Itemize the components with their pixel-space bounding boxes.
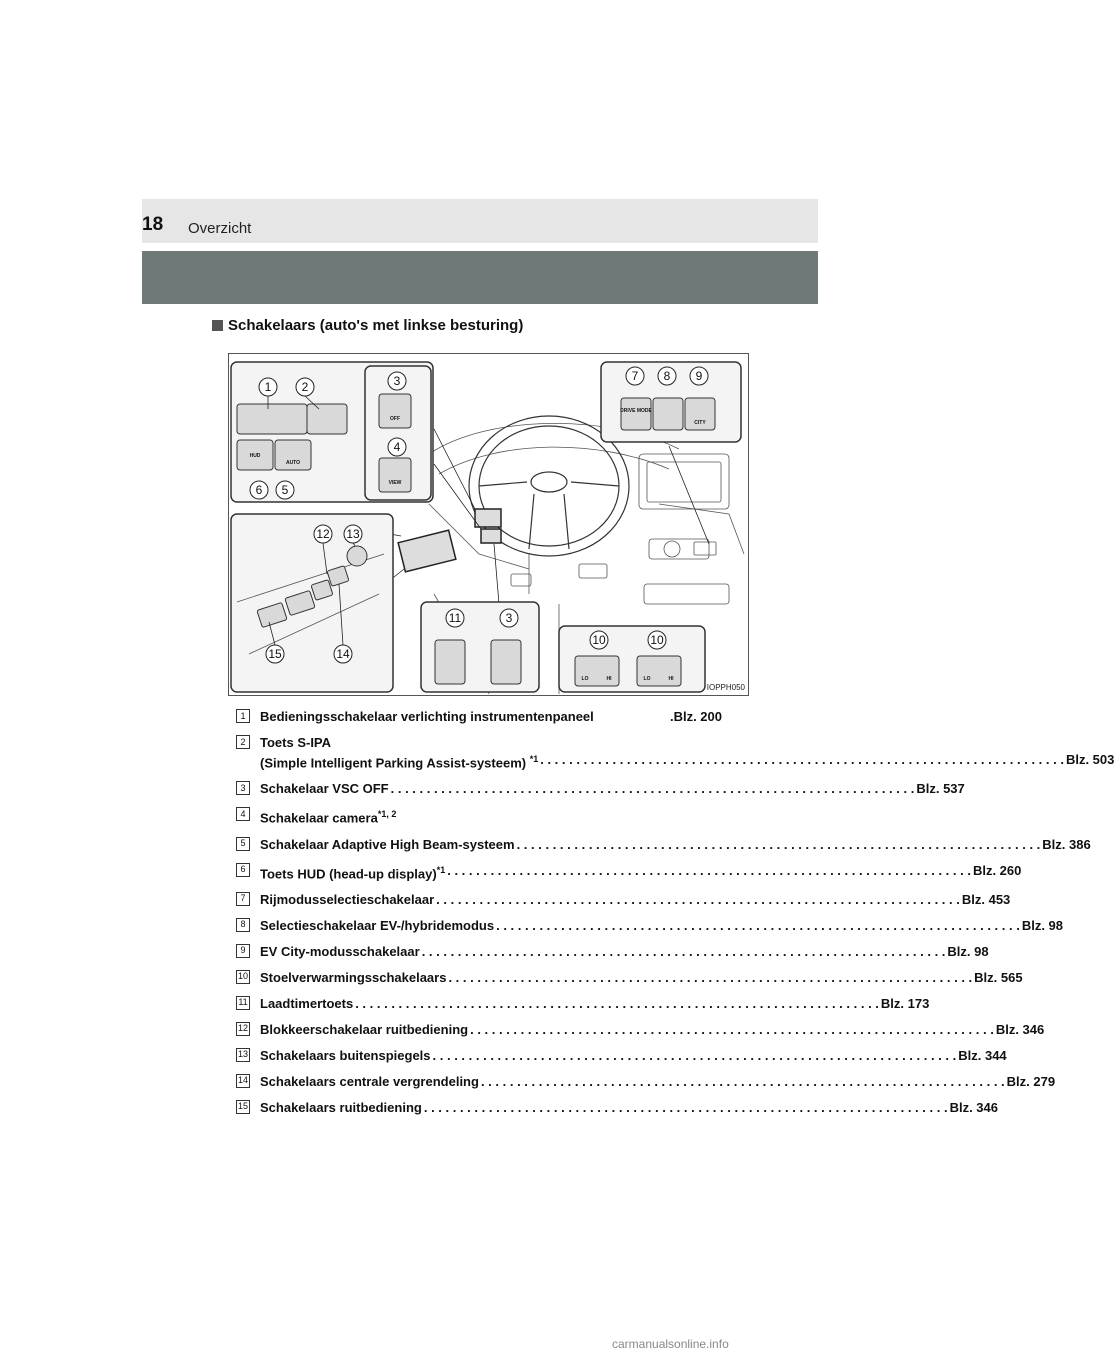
section-title: Overzicht	[188, 220, 252, 237]
item-page: Blz. 344	[958, 1047, 1007, 1063]
svg-text:5: 5	[281, 483, 289, 497]
svg-text:11: 11	[448, 611, 462, 625]
svg-text:3: 3	[505, 611, 513, 625]
item-number: 6	[236, 863, 250, 877]
item-label: EV City-modusschakelaar	[260, 943, 420, 959]
item-label: Blokkeerschakelaar ruitbediening	[260, 1021, 469, 1037]
svg-text:10: 10	[650, 633, 664, 647]
svg-text:VIEW: VIEW	[388, 480, 402, 486]
subsection-heading	[212, 317, 523, 334]
svg-text:HI: HI	[606, 676, 612, 682]
item-number: 5	[236, 837, 250, 851]
item-number: 4	[236, 807, 250, 821]
item-label: Schakelaar Adaptive High Beam-systeem	[260, 836, 515, 852]
list-item	[236, 806, 722, 826]
list-item	[236, 969, 1023, 986]
list-item	[236, 780, 965, 797]
item-number: 15	[236, 1100, 250, 1114]
item-footnote: *1	[529, 754, 539, 764]
panel-seat-heaters	[559, 626, 705, 692]
item-page: Blz. 386	[1042, 836, 1091, 852]
item-number: 9	[236, 944, 250, 958]
list-item	[236, 1073, 1056, 1090]
item-number: 3	[236, 781, 250, 795]
item-label: Schakelaars ruitbediening	[260, 1099, 422, 1115]
figure-id: IOPPH050	[706, 683, 745, 692]
item-number: 2	[236, 735, 250, 749]
list-item	[236, 708, 722, 725]
item-page: Blz. 173	[880, 995, 930, 1011]
column-switch-highlight	[434, 429, 709, 604]
panel-door-switches	[231, 514, 393, 692]
item-page: Blz. 453	[961, 891, 1011, 907]
switches-illustration	[228, 353, 749, 696]
list-item	[236, 734, 1114, 771]
item-label: Rijmodusselectieschakelaar	[260, 891, 435, 907]
svg-text:15: 15	[268, 647, 282, 661]
svg-text:LO: LO	[581, 676, 589, 682]
subsection-title: Schakelaars (auto's met linkse besturing)	[228, 317, 524, 334]
list-item	[236, 995, 930, 1012]
item-page: .Blz. 200	[669, 709, 722, 724]
item-number: 7	[236, 892, 250, 906]
footer-watermark[interactable]: carmanualsonline.info	[612, 1337, 729, 1351]
dashboard-drawing	[229, 354, 748, 695]
square-bullet-icon	[212, 320, 223, 331]
item-label: Schakelaars centrale vergrendeling	[260, 1073, 479, 1089]
svg-text:AUTO: AUTO	[285, 460, 301, 466]
item-page: Blz. 260	[972, 862, 1022, 878]
item-number: 11	[236, 996, 250, 1010]
item-label-line1: Toets S-IPA	[260, 735, 332, 750]
list-item	[236, 891, 1011, 908]
item-page: Blz. 503	[1065, 752, 1114, 767]
item-label: Schakelaars buitenspiegels	[260, 1047, 431, 1063]
item-page: Blz. 346	[949, 1099, 998, 1115]
item-label: Laadtimertoets	[260, 995, 354, 1011]
svg-text:LO: LO	[643, 676, 651, 682]
item-label: Schakelaar camera	[260, 810, 378, 826]
item-number: 8	[236, 918, 250, 932]
svg-text:HUD: HUD	[249, 453, 261, 459]
item-label: (Simple Intelligent Parking Assist-systeem)	[260, 755, 527, 771]
item-label: Stoelverwarmingsschakelaars	[260, 969, 447, 985]
panel-timer-vsc	[421, 602, 539, 692]
svg-text:HI: HI	[668, 676, 674, 682]
item-page: Blz. 98	[1021, 917, 1064, 933]
item-page: Blz. 346	[995, 1021, 1045, 1037]
svg-text:9: 9	[695, 369, 703, 383]
svg-text:7: 7	[631, 369, 639, 383]
item-number: 13	[236, 1048, 250, 1062]
list-item	[236, 1099, 998, 1116]
svg-text:10: 10	[592, 633, 606, 647]
item-label: Toets HUD (head-up display)	[260, 865, 437, 881]
svg-text:4: 4	[393, 440, 401, 454]
item-footnote: *1	[436, 864, 446, 875]
svg-text:2: 2	[301, 380, 309, 394]
svg-text:3: 3	[393, 374, 401, 388]
svg-text:13: 13	[346, 527, 360, 541]
page-number: 18	[142, 214, 164, 235]
svg-text:DRIVE MODE: DRIVE MODE	[620, 408, 652, 414]
panel-drive-mode	[601, 362, 741, 442]
svg-text:CITY: CITY	[694, 420, 706, 426]
header-band	[142, 251, 818, 304]
list-item	[236, 836, 1091, 853]
item-label: Schakelaar VSC OFF	[260, 781, 389, 797]
item-number: 10	[236, 970, 250, 984]
item-number: 1	[236, 709, 250, 723]
list-item	[236, 917, 1064, 934]
svg-text:14: 14	[336, 647, 350, 661]
list-item	[236, 943, 989, 960]
panel-vsc-camera	[365, 366, 431, 500]
svg-text:1: 1	[264, 380, 272, 394]
svg-text:8: 8	[663, 369, 671, 383]
item-number: 14	[236, 1074, 250, 1088]
item-number: 12	[236, 1022, 250, 1036]
switch-list	[236, 708, 1114, 1125]
list-item	[236, 1021, 1045, 1038]
item-page: Blz. 537	[916, 781, 965, 797]
svg-text:12: 12	[316, 527, 330, 541]
item-page: Blz. 279	[1006, 1073, 1056, 1089]
item-page: Blz. 98	[947, 943, 989, 959]
item-footnote: *1, 2	[377, 809, 397, 820]
list-item	[236, 1047, 1007, 1064]
item-label: Selectieschakelaar EV-/hybridemodus	[260, 917, 495, 933]
item-label: Bedieningsschakelaar verlichting instrumentenpaneel	[260, 709, 594, 724]
list-item	[236, 862, 1022, 882]
svg-text:6: 6	[255, 483, 263, 497]
svg-text:OFF: OFF	[390, 416, 400, 422]
item-page: Blz. 565	[974, 969, 1023, 985]
